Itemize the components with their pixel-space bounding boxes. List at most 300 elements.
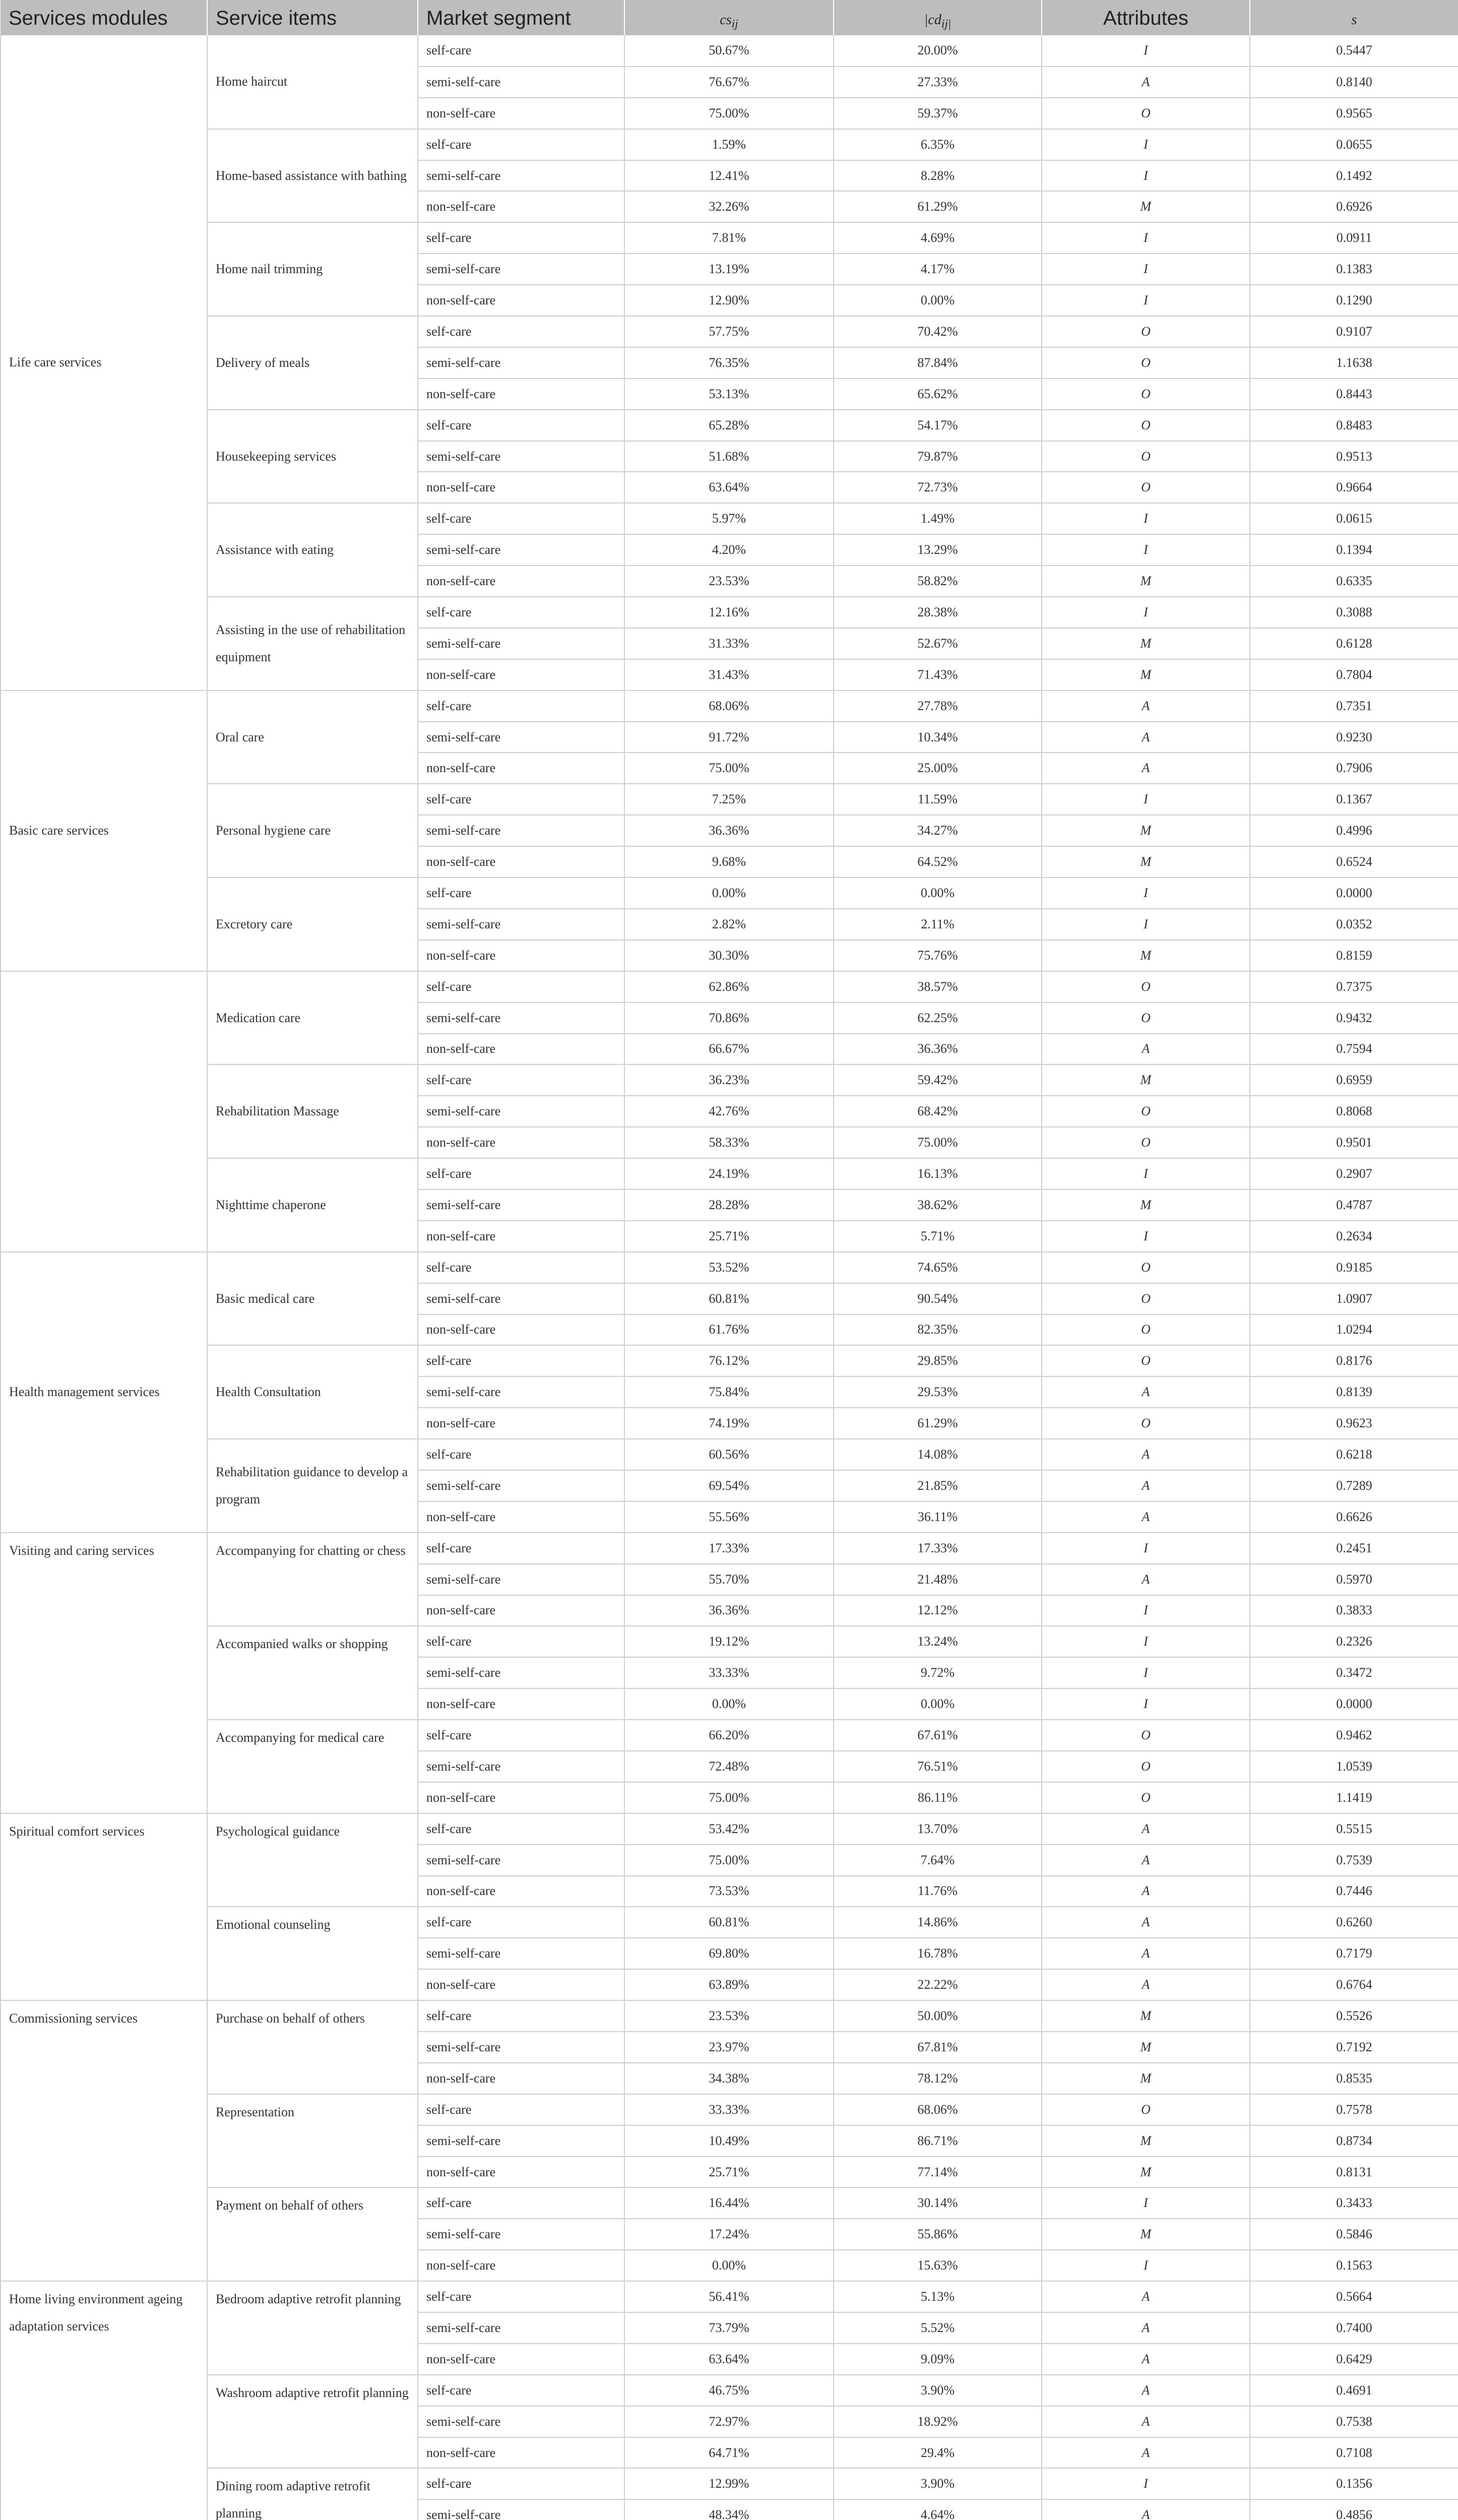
market-segment-cell: non-self-care [418,1595,624,1626]
csij-cell: 12.90% [624,285,834,316]
service-module-cell: Spiritual comfort services [1,1813,207,2000]
attribute-cell: O [1042,379,1250,410]
attribute-cell: A [1042,722,1250,753]
s-cell: 0.7179 [1250,1938,1458,1969]
s-cell: 0.5447 [1250,35,1458,67]
market-segment-cell: self-care [418,2281,624,2312]
csij-cell: 64.71% [624,2437,834,2469]
header-service-items: Service items [207,0,418,35]
s-cell: 0.6128 [1250,628,1458,659]
service-item-cell: Home haircut [207,35,418,129]
header-dsij-main: |cd [924,12,941,28]
market-segment-cell: non-self-care [418,191,624,222]
csij-cell: 9.68% [624,846,834,877]
s-cell: 0.7446 [1250,1876,1458,1907]
csij-cell: 50.67% [624,35,834,67]
dsij-cell: 3.90% [834,2468,1042,2499]
table-row [1,1907,1458,1938]
attribute-cell: I [1042,1626,1250,1657]
market-segment-cell: semi-self-care [418,2406,624,2437]
s-cell: 0.8068 [1250,1096,1458,1127]
s-cell: 0.1492 [1250,160,1458,192]
dsij-cell: 27.33% [834,67,1042,98]
s-cell: 0.2634 [1250,1221,1458,1252]
dsij-cell: 50.00% [834,2000,1042,2032]
header-csij [624,0,834,35]
attribute-cell: O [1042,1751,1250,1782]
s-cell: 1.0907 [1250,1283,1458,1314]
s-cell: 0.5664 [1250,2281,1458,2312]
attribute-cell: M [1042,1189,1250,1221]
csij-cell: 63.64% [624,2344,834,2375]
s-cell: 0.7400 [1250,2312,1458,2344]
csij-cell: 69.54% [624,1470,834,1501]
dsij-cell: 68.06% [834,2094,1042,2125]
market-segment-cell: semi-self-care [418,441,624,472]
market-segment-cell: semi-self-care [418,722,624,753]
header-row [1,0,1458,35]
s-cell: 0.7192 [1250,2032,1458,2063]
service-item-cell: Assisting in the use of rehabilitation equipment [207,597,418,690]
service-item-cell: Rehabilitation guidance to develop a program [207,1439,418,1533]
service-item-cell: Washroom adaptive retrofit planning [207,2375,418,2469]
csij-cell: 72.97% [624,2406,834,2437]
csij-cell: 31.33% [624,628,834,659]
csij-cell: 25.71% [624,2157,834,2188]
attribute-cell: O [1042,1283,1250,1314]
s-cell: 0.3833 [1250,1595,1458,1626]
service-item-cell: Oral care [207,690,418,784]
csij-cell: 53.42% [624,1813,834,1845]
s-cell: 0.8483 [1250,410,1458,441]
market-segment-cell: self-care [418,2375,624,2406]
s-cell: 0.7375 [1250,971,1458,1002]
attribute-cell: O [1042,441,1250,472]
attribute-cell: I [1042,1221,1250,1252]
csij-cell: 28.28% [624,1189,834,1221]
attribute-cell: O [1042,472,1250,503]
csij-cell: 23.53% [624,2000,834,2032]
market-segment-cell: self-care [418,222,624,254]
dsij-cell: 30.14% [834,2187,1042,2219]
dsij-cell: 13.24% [834,1626,1042,1657]
attribute-cell: I [1042,784,1250,815]
s-cell: 0.1383 [1250,254,1458,285]
dsij-cell: 5.71% [834,1221,1042,1252]
csij-cell: 60.81% [624,1907,834,1938]
dsij-cell: 54.17% [834,410,1042,441]
s-cell: 0.9513 [1250,441,1458,472]
csij-cell: 12.41% [624,160,834,192]
dsij-cell: 15.63% [834,2250,1042,2281]
market-segment-cell: self-care [418,1813,624,1845]
csij-cell: 65.28% [624,410,834,441]
service-item-cell: Rehabilitation Massage [207,1064,418,1158]
dsij-cell: 36.11% [834,1501,1042,1533]
service-item-cell: Housekeeping services [207,410,418,503]
table-body [1,35,1458,2520]
service-item-cell: Nighttime chaperone [207,1158,418,1252]
market-segment-cell: non-self-care [418,1221,624,1252]
dsij-cell: 14.86% [834,1907,1042,1938]
s-cell: 0.6626 [1250,1501,1458,1533]
attribute-cell: O [1042,410,1250,441]
market-segment-cell: non-self-care [418,472,624,503]
dsij-cell: 82.35% [834,1314,1042,1346]
attribute-cell: A [1042,1564,1250,1595]
s-cell: 0.6429 [1250,2344,1458,2375]
csij-cell: 12.99% [624,2468,834,2499]
header-services-modules: Services modules [1,0,207,35]
market-segment-cell: self-care [418,1439,624,1470]
market-segment-cell: non-self-care [418,1127,624,1158]
attribute-cell: M [1042,628,1250,659]
table-row [1,129,1458,160]
table-row [1,316,1458,347]
dsij-cell: 59.37% [834,98,1042,129]
csij-cell: 69.80% [624,1938,834,1969]
attribute-cell: I [1042,222,1250,254]
dsij-cell: 29.4% [834,2437,1042,2469]
attribute-cell: I [1042,1158,1250,1189]
s-cell: 0.4787 [1250,1189,1458,1221]
service-item-cell: Basic medical care [207,1252,418,1346]
dsij-cell: 11.59% [834,784,1042,815]
market-segment-cell: non-self-care [418,1408,624,1439]
market-segment-cell: semi-self-care [418,1283,624,1314]
market-segment-cell: semi-self-care [418,67,624,98]
market-segment-cell: semi-self-care [418,534,624,565]
attribute-cell: I [1042,597,1250,628]
attribute-cell: A [1042,1907,1250,1938]
attribute-cell: O [1042,1127,1250,1158]
table-row [1,2375,1458,2406]
csij-cell: 7.25% [624,784,834,815]
table-row [1,410,1458,441]
market-segment-cell: self-care [418,2187,624,2219]
csij-cell: 60.56% [624,1439,834,1470]
dsij-cell: 9.72% [834,1657,1042,1688]
dsij-cell: 75.76% [834,940,1042,971]
market-segment-cell: non-self-care [418,98,624,129]
table-row [1,784,1458,815]
market-segment-cell: self-care [418,1158,624,1189]
s-cell: 0.8139 [1250,1376,1458,1408]
market-segment-cell: self-care [418,971,624,1002]
market-segment-cell: semi-self-care [418,2312,624,2344]
attribute-cell: I [1042,2468,1250,2499]
service-item-cell: Home nail trimming [207,222,418,316]
dsij-cell: 13.70% [834,1813,1042,1845]
market-segment-cell: self-care [418,2000,624,2032]
csij-cell: 73.53% [624,1876,834,1907]
dsij-cell: 65.62% [834,379,1042,410]
market-segment-cell: self-care [418,129,624,160]
dsij-cell: 27.78% [834,690,1042,722]
dsij-cell: 18.92% [834,2406,1042,2437]
s-cell: 0.1290 [1250,285,1458,316]
csij-cell: 53.13% [624,379,834,410]
dsij-cell: 74.65% [834,1252,1042,1283]
market-segment-cell: semi-self-care [418,2125,624,2157]
csij-cell: 16.44% [624,2187,834,2219]
dsij-cell: 76.51% [834,1751,1042,1782]
market-segment-cell: self-care [418,2468,624,2499]
dsij-cell: 61.29% [834,1408,1042,1439]
csij-cell: 0.00% [624,2250,834,2281]
attribute-cell: O [1042,347,1250,379]
s-cell: 0.2326 [1250,1626,1458,1657]
header-s: s [1250,0,1458,35]
dsij-cell: 17.33% [834,1533,1042,1564]
attribute-cell: M [1042,2219,1250,2250]
attribute-cell: M [1042,940,1250,971]
attribute-cell: A [1042,2344,1250,2375]
s-cell: 0.5515 [1250,1813,1458,1845]
dsij-cell: 10.34% [834,722,1042,753]
service-module-cell: Home living environment ageing adaptation services [1,2281,207,2520]
market-segment-cell: semi-self-care [418,254,624,285]
s-cell: 1.0294 [1250,1314,1458,1346]
dsij-cell: 68.42% [834,1096,1042,1127]
market-segment-cell: semi-self-care [418,1470,624,1501]
dsij-cell: 20.00% [834,35,1042,67]
dsij-cell: 59.42% [834,1064,1042,1096]
attribute-cell: O [1042,316,1250,347]
market-segment-cell: semi-self-care [418,1564,624,1595]
s-cell: 0.6959 [1250,1064,1458,1096]
attribute-cell: O [1042,2094,1250,2125]
dsij-cell: 58.82% [834,565,1042,597]
attribute-cell: I [1042,129,1250,160]
s-cell: 0.8159 [1250,940,1458,971]
s-cell: 0.1563 [1250,2250,1458,2281]
s-cell: 0.6524 [1250,846,1458,877]
market-segment-cell: non-self-care [418,2250,624,2281]
market-segment-cell: non-self-care [418,1688,624,1720]
s-cell: 0.1394 [1250,534,1458,565]
s-cell: 0.6335 [1250,565,1458,597]
market-segment-cell: non-self-care [418,379,624,410]
service-item-cell: Psychological guidance [207,1813,418,1907]
attribute-cell: A [1042,1938,1250,1969]
dsij-cell: 67.61% [834,1720,1042,1751]
csij-cell: 55.56% [624,1501,834,1533]
csij-cell: 76.67% [624,67,834,98]
attribute-cell: O [1042,1408,1250,1439]
market-segment-cell: self-care [418,597,624,628]
attribute-cell: I [1042,534,1250,565]
dsij-cell: 9.09% [834,2344,1042,2375]
s-cell: 0.9501 [1250,1127,1458,1158]
table-row [1,1252,1458,1283]
csij-cell: 36.36% [624,815,834,846]
s-cell: 0.8443 [1250,379,1458,410]
csij-cell: 75.00% [624,98,834,129]
s-cell: 0.7539 [1250,1845,1458,1876]
dsij-cell: 4.64% [834,2499,1042,2520]
attribute-cell: I [1042,2250,1250,2281]
service-item-cell: Assistance with eating [207,503,418,597]
dsij-cell: 87.84% [834,347,1042,379]
dsij-cell: 67.81% [834,2032,1042,2063]
market-segment-cell: semi-self-care [418,909,624,940]
market-segment-cell: self-care [418,503,624,534]
attribute-cell: A [1042,1876,1250,1907]
market-segment-cell: self-care [418,1626,624,1657]
csij-cell: 62.86% [624,971,834,1002]
dsij-cell: 11.76% [834,1876,1042,1907]
s-cell: 0.8140 [1250,67,1458,98]
attribute-cell: M [1042,815,1250,846]
csij-cell: 4.20% [624,534,834,565]
market-segment-cell: self-care [418,1720,624,1751]
csij-cell: 12.16% [624,597,834,628]
table-row [1,877,1458,909]
dsij-cell: 4.17% [834,254,1042,285]
dsij-cell: 21.85% [834,1470,1042,1501]
market-segment-cell: semi-self-care [418,2032,624,2063]
csij-cell: 66.20% [624,1720,834,1751]
attribute-cell: A [1042,1813,1250,1845]
attribute-cell: A [1042,1969,1250,2000]
attribute-cell: A [1042,690,1250,722]
attribute-cell: O [1042,1002,1250,1034]
dsij-cell: 16.13% [834,1158,1042,1189]
s-cell: 0.8535 [1250,2063,1458,2094]
s-cell: 0.5846 [1250,2219,1458,2250]
s-cell: 0.8131 [1250,2157,1458,2188]
market-segment-cell: non-self-care [418,2437,624,2469]
s-cell: 0.7906 [1250,752,1458,784]
csij-cell: 75.84% [624,1376,834,1408]
table-row [1,2000,1458,2032]
attribute-cell: O [1042,971,1250,1002]
market-segment-cell: self-care [418,1345,624,1376]
market-segment-cell: non-self-care [418,940,624,971]
service-module-cell: Basic care services [1,690,207,971]
market-segment-cell: semi-self-care [418,1657,624,1688]
attribute-cell: O [1042,1720,1250,1751]
s-cell: 0.7351 [1250,690,1458,722]
s-cell: 0.9230 [1250,722,1458,753]
attribute-cell: I [1042,1657,1250,1688]
market-segment-cell: non-self-care [418,2157,624,2188]
s-cell: 0.7108 [1250,2437,1458,2469]
dsij-cell: 86.11% [834,1782,1042,1813]
table-row [1,503,1458,534]
attribute-cell: A [1042,1470,1250,1501]
market-segment-cell: semi-self-care [418,347,624,379]
attribute-cell: A [1042,1034,1250,1065]
csij-cell: 23.53% [624,565,834,597]
market-segment-cell: non-self-care [418,1969,624,2000]
attribute-cell: M [1042,191,1250,222]
attribute-cell: I [1042,503,1250,534]
dsij-cell: 34.27% [834,815,1042,846]
market-segment-cell: self-care [418,35,624,67]
s-cell: 0.1356 [1250,2468,1458,2499]
dsij-cell: 5.52% [834,2312,1042,2344]
dsij-cell: 25.00% [834,752,1042,784]
s-cell: 0.9565 [1250,98,1458,129]
csij-cell: 75.00% [624,1782,834,1813]
table-row [1,1813,1458,1845]
service-module-cell: Health management services [1,1252,207,1533]
csij-cell: 32.26% [624,191,834,222]
service-module-cell: Visiting and caring services [1,1533,207,1813]
attribute-cell: M [1042,2157,1250,2188]
s-cell: 0.9462 [1250,1720,1458,1751]
market-segment-cell: self-care [418,410,624,441]
attribute-cell: A [1042,1501,1250,1533]
header-dsij [834,0,1042,35]
attribute-cell: I [1042,160,1250,192]
dsij-cell: 29.53% [834,1376,1042,1408]
dsij-cell: 61.29% [834,191,1042,222]
service-item-cell: Payment on behalf of others [207,2187,418,2281]
market-segment-cell: semi-self-care [418,1096,624,1127]
dsij-cell: 79.87% [834,441,1042,472]
attribute-cell: A [1042,67,1250,98]
table-row [1,222,1458,254]
dsij-cell: 0.00% [834,1688,1042,1720]
market-segment-cell: non-self-care [418,1501,624,1533]
table-row [1,1345,1458,1376]
s-cell: 0.2907 [1250,1158,1458,1189]
csij-cell: 61.76% [624,1314,834,1346]
attribute-cell: I [1042,1533,1250,1564]
s-cell: 0.9623 [1250,1408,1458,1439]
attribute-cell: M [1042,2063,1250,2094]
attribute-cell: M [1042,565,1250,597]
csij-cell: 46.75% [624,2375,834,2406]
table-row [1,971,1458,1002]
table-row [1,1720,1458,1751]
service-item-cell: Home-based assistance with bathing [207,129,418,223]
market-segment-cell: self-care [418,877,624,909]
service-item-cell: Accompanying for chatting or chess [207,1533,418,1626]
csij-cell: 33.33% [624,1657,834,1688]
attribute-cell: A [1042,2375,1250,2406]
csij-cell: 63.89% [624,1969,834,2000]
market-segment-cell: non-self-care [418,1876,624,1907]
csij-cell: 33.33% [624,2094,834,2125]
market-segment-cell: non-self-care [418,565,624,597]
s-cell: 0.7538 [1250,2406,1458,2437]
s-cell: 0.6218 [1250,1439,1458,1470]
service-item-cell: Representation [207,2094,418,2188]
header-market-segment: Market segment [418,0,624,35]
attribute-cell: A [1042,1845,1250,1876]
attribute-cell: A [1042,752,1250,784]
attribute-cell: M [1042,659,1250,690]
service-item-cell: Accompanying for medical care [207,1720,418,1813]
csij-cell: 36.23% [624,1064,834,1096]
attribute-cell: O [1042,1096,1250,1127]
attribute-cell: I [1042,2187,1250,2219]
attribute-cell: A [1042,2281,1250,2312]
market-segment-cell: semi-self-care [418,1002,624,1034]
csij-cell: 7.81% [624,222,834,254]
market-segment-cell: non-self-care [418,659,624,690]
dsij-cell: 13.29% [834,534,1042,565]
s-cell: 0.8176 [1250,1345,1458,1376]
service-item-cell: Emotional counseling [207,1907,418,2000]
dsij-cell: 38.62% [834,1189,1042,1221]
s-cell: 0.0911 [1250,222,1458,254]
attribute-cell: I [1042,285,1250,316]
